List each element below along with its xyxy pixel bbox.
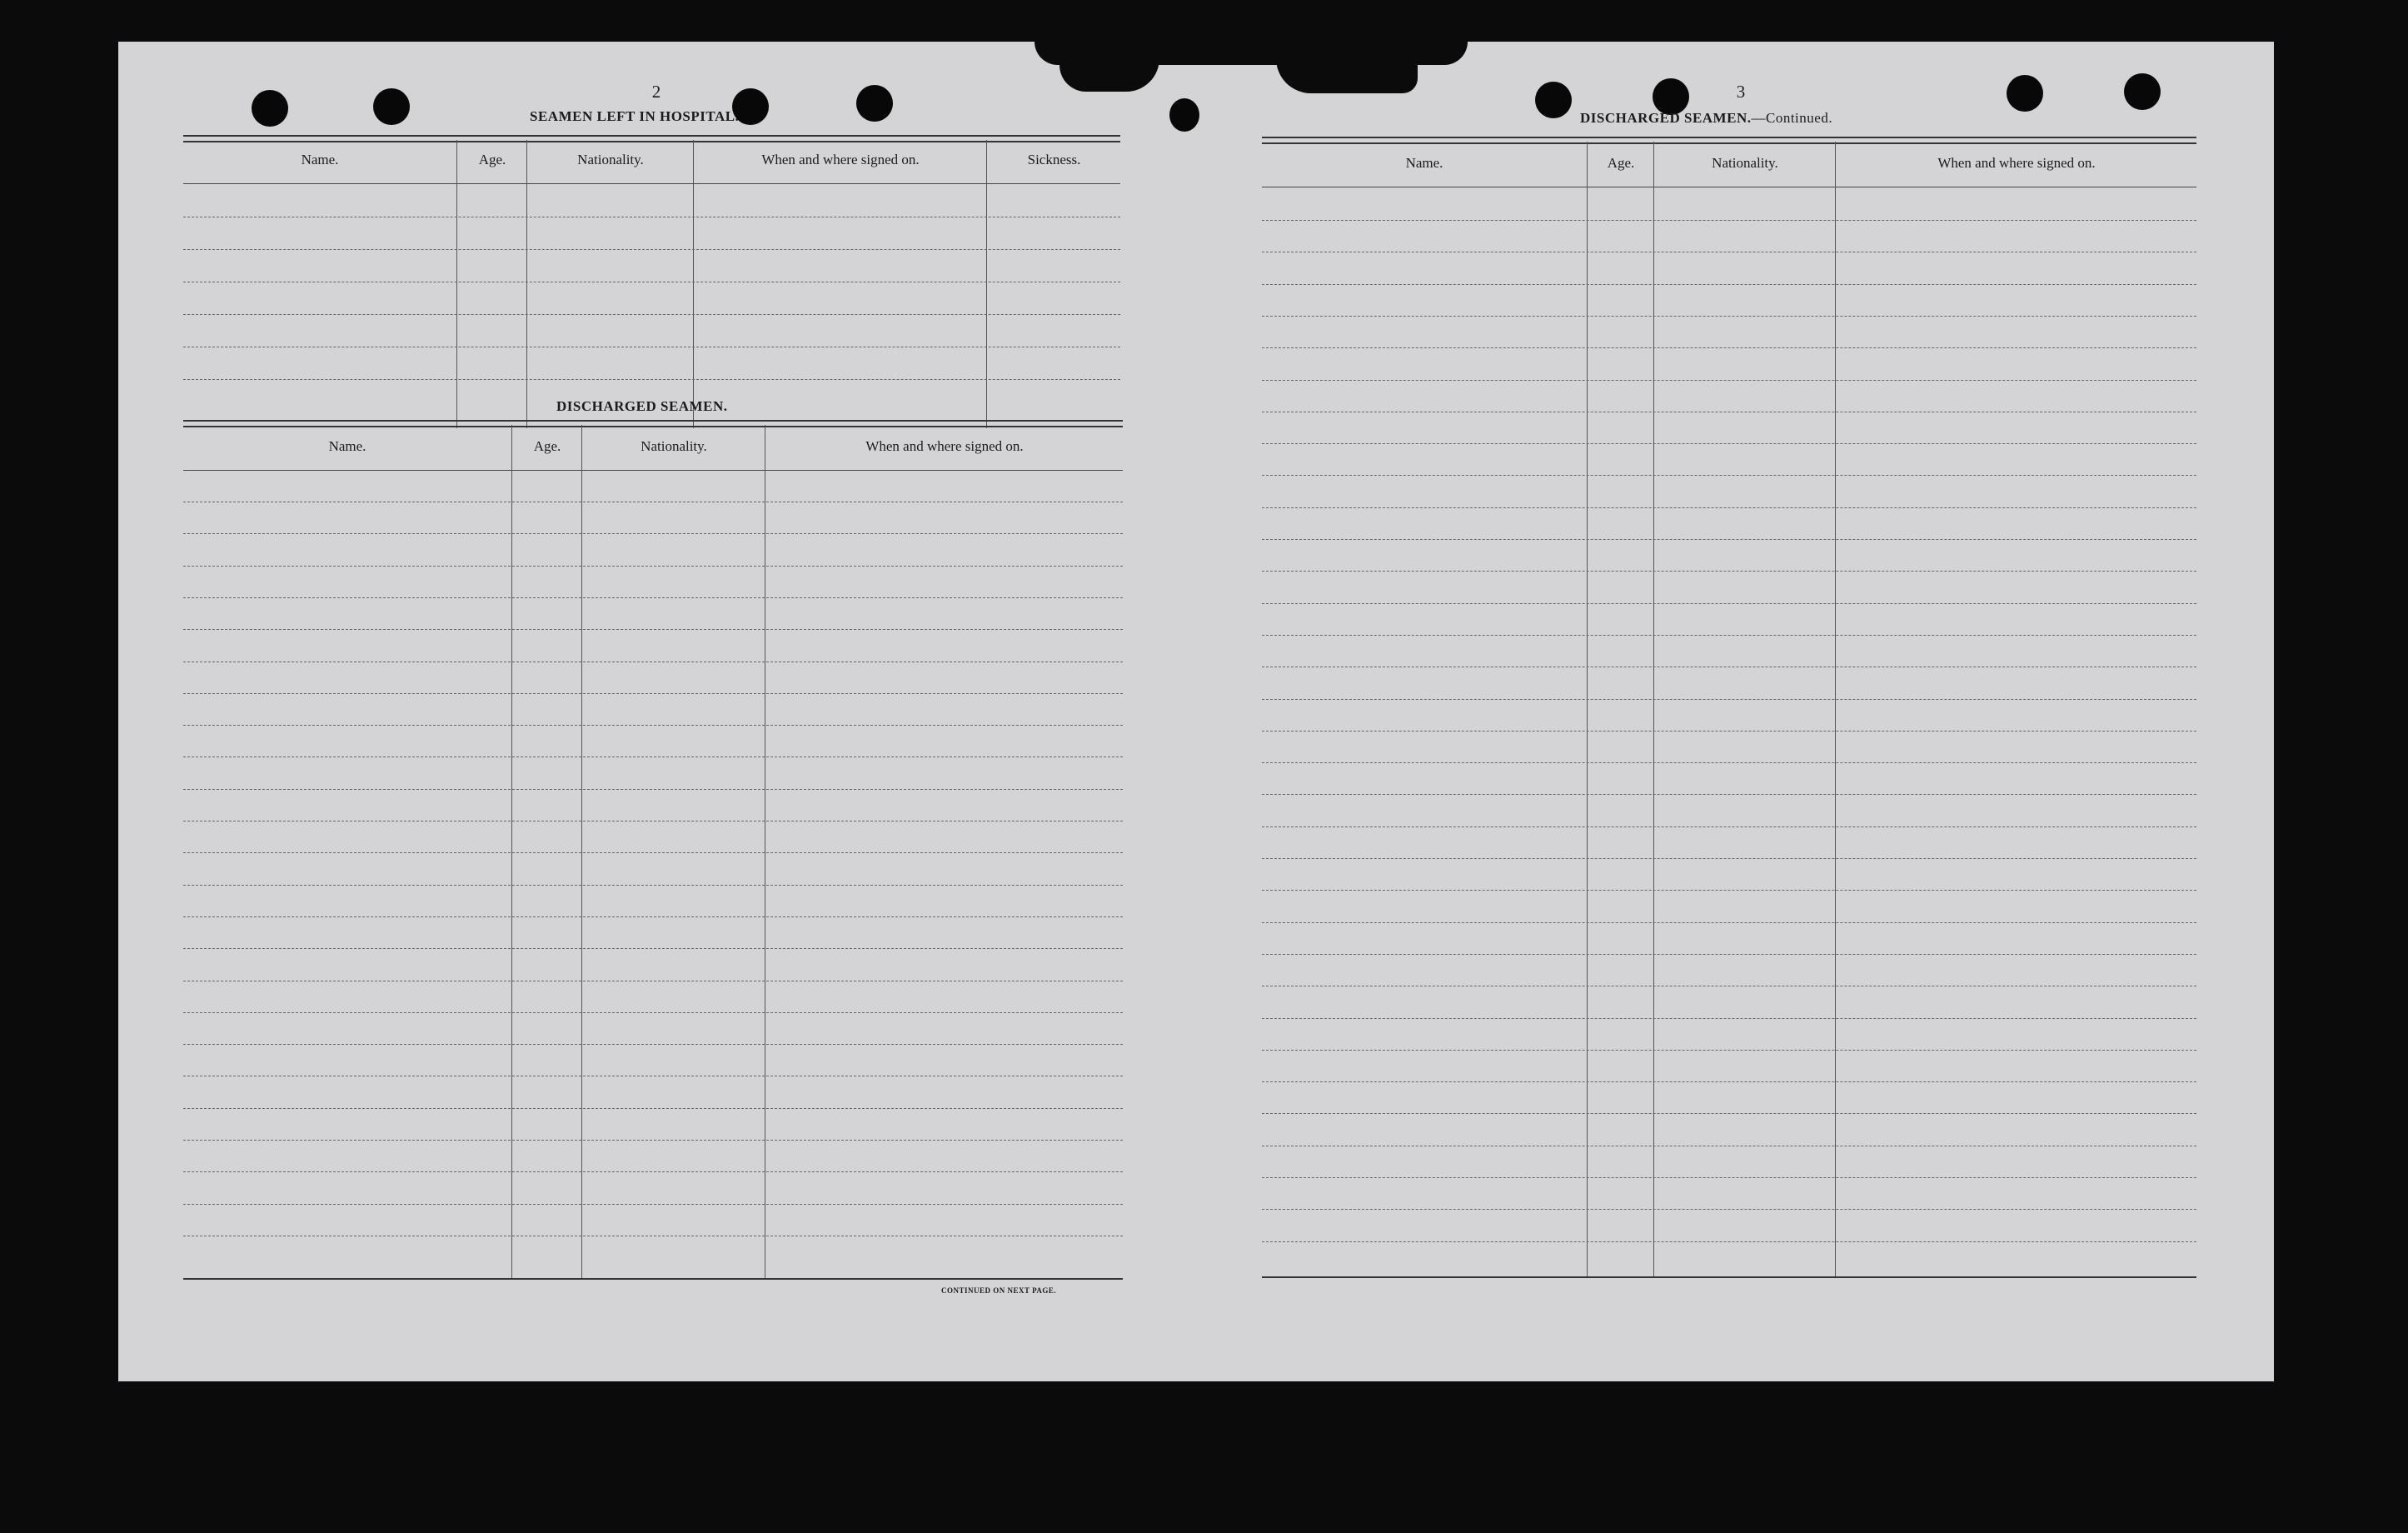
continued-suffix: —Continued. [1751, 110, 1833, 126]
hospital-table [183, 135, 1120, 428]
discharged-table-left [183, 420, 1123, 1281]
blank-entry-line [1262, 890, 2196, 891]
punch-hole [2124, 73, 2161, 110]
blank-entry-line [183, 1171, 1123, 1172]
col-header-name: Name. [1405, 155, 1443, 171]
blank-entry-line [1262, 1241, 2196, 1242]
blank-entry-line [183, 379, 1120, 380]
blank-entry-line [183, 597, 1123, 598]
blank-entry-line [183, 916, 1123, 917]
punch-hole [1169, 98, 1199, 132]
col-header-nationality: Nationality. [577, 152, 644, 167]
blank-entry-line [1262, 1113, 2196, 1114]
col-header-age: Age. [1607, 155, 1635, 171]
continued-note: CONTINUED ON NEXT PAGE. [941, 1286, 1057, 1295]
torn-edge [1059, 58, 1159, 92]
document-sheet [118, 42, 2274, 1381]
discharged-continued-title [1580, 110, 1832, 127]
blank-entry-line [183, 1140, 1123, 1141]
col-header-signed-on: When and where signed on. [761, 152, 920, 167]
blank-entry-line [1262, 922, 2196, 923]
col-header-name: Name. [328, 438, 366, 454]
blank-entry-line [183, 789, 1123, 790]
blank-entry-line [183, 1012, 1123, 1013]
col-header-sickness: Sickness. [1027, 152, 1081, 167]
blank-entry-line [183, 948, 1123, 949]
blank-entry-line [183, 1204, 1123, 1205]
punch-hole [373, 88, 410, 125]
punch-hole [1535, 82, 1572, 118]
blank-entry-line [1262, 1081, 2196, 1082]
blank-entry-line [183, 693, 1123, 694]
blank-entry-line [1262, 794, 2196, 795]
page-number-right: 3 [1736, 82, 1746, 102]
blank-entry-line [1262, 571, 2196, 572]
discharged-continued-title-text: DISCHARGED SEAMEN. [1580, 110, 1752, 126]
blank-entry-line [1262, 858, 2196, 859]
col-header-age: Age. [533, 438, 561, 454]
blank-entry-line [1262, 699, 2196, 700]
blank-entry-line [183, 533, 1123, 534]
punch-hole [2007, 75, 2043, 112]
blank-entry-line [183, 725, 1123, 726]
col-header-signed-on: When and where signed on. [865, 438, 1024, 454]
blank-entry-line [1262, 316, 2196, 317]
blank-entry-line [1262, 380, 2196, 381]
blank-entry-line [1262, 539, 2196, 540]
blank-entry-line [183, 1044, 1123, 1045]
blank-entry-line [1262, 1177, 2196, 1178]
blank-entry-line [1262, 220, 2196, 221]
blank-entry-line [183, 249, 1120, 250]
blank-entry-line [183, 852, 1123, 853]
blank-entry-line [183, 314, 1120, 315]
col-header-age: Age. [478, 152, 506, 167]
col-header-signed-on: When and where signed on. [1937, 155, 2096, 171]
blank-entry-line [183, 566, 1123, 567]
col-header-name: Name. [301, 152, 339, 167]
blank-entry-line [183, 629, 1123, 630]
torn-edge [1276, 58, 1418, 93]
blank-entry-line [1262, 1209, 2196, 1210]
blank-entry-line [1262, 443, 2196, 444]
blank-entry-line [1262, 347, 2196, 348]
blank-entry-line [1262, 507, 2196, 508]
blank-entry-line [1262, 731, 2196, 732]
page-number-left: 2 [651, 82, 661, 102]
punch-hole [856, 85, 893, 122]
col-header-nationality: Nationality. [1712, 155, 1778, 171]
blank-entry-line [1262, 284, 2196, 285]
blank-entry-line [183, 885, 1123, 886]
punch-hole [252, 90, 288, 127]
blank-entry-line [1262, 1018, 2196, 1019]
blank-entry-line [1262, 762, 2196, 763]
blank-entry-line [1262, 475, 2196, 476]
blank-entry-line [1262, 1050, 2196, 1051]
blank-entry-line [1262, 954, 2196, 955]
blank-entry-line [1262, 635, 2196, 636]
discharged-table-right [1262, 137, 2196, 1280]
discharged-section-title: DISCHARGED SEAMEN. [556, 398, 728, 414]
blank-entry-line [1262, 603, 2196, 604]
blank-entry-line [1262, 826, 2196, 827]
col-header-nationality: Nationality. [641, 438, 707, 454]
hospital-section-title: SEAMEN LEFT IN HOSPITAL. [530, 108, 740, 124]
blank-entry-line [183, 1108, 1123, 1109]
